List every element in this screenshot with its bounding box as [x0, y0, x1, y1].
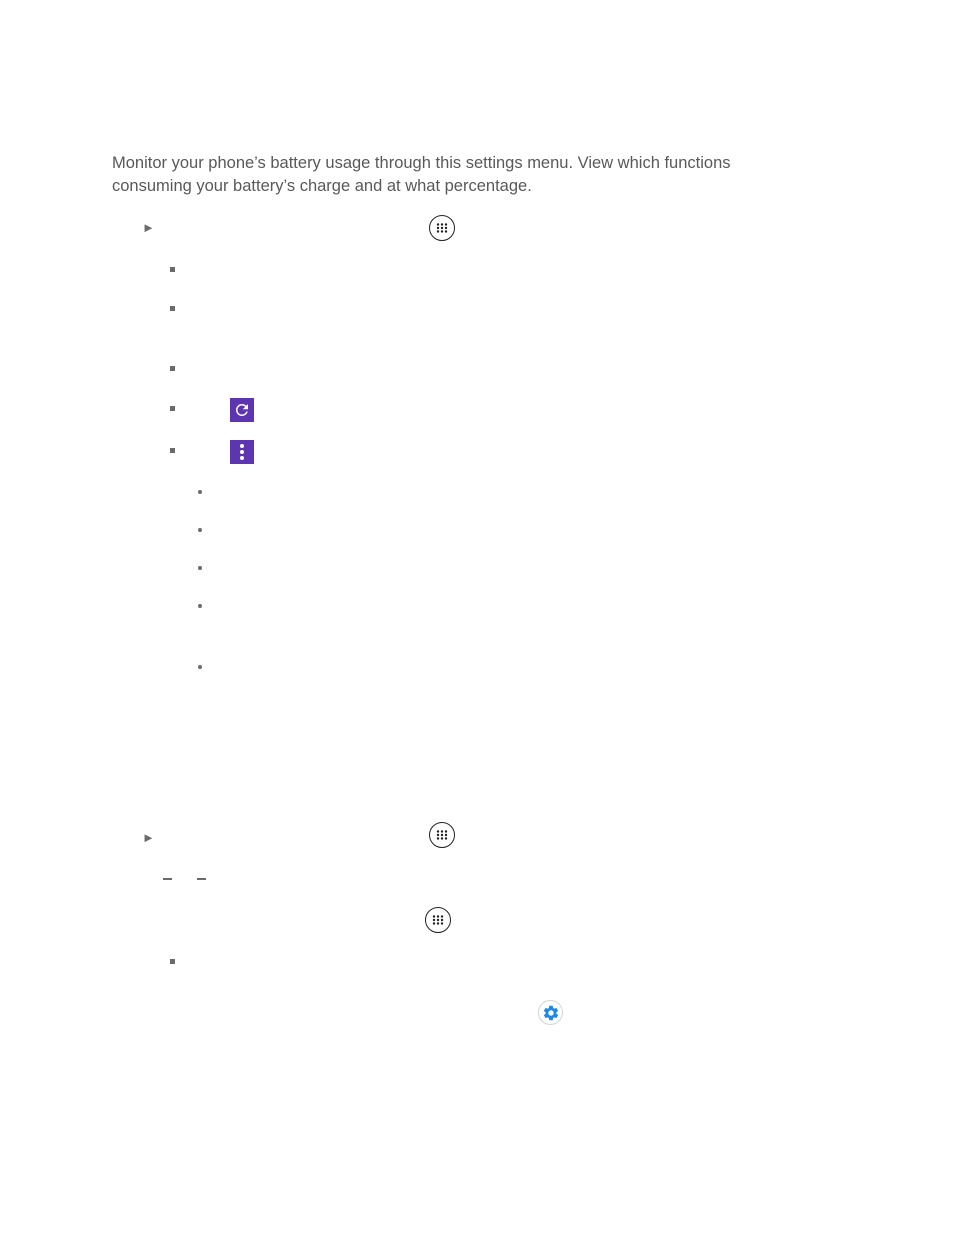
sub-list-bullet [198, 604, 202, 608]
refresh-icon [230, 398, 254, 422]
step-marker: ► [142, 830, 155, 845]
intro-paragraph [112, 152, 812, 198]
apps-grid-icon [429, 822, 455, 848]
list-bullet [170, 267, 175, 272]
gear-icon [538, 1000, 563, 1025]
list-bullet [170, 959, 175, 964]
sub-list-bullet [198, 665, 202, 669]
list-bullet [170, 406, 175, 411]
list-bullet [170, 448, 175, 453]
step-marker: ► [142, 220, 155, 235]
sub-list-bullet [198, 528, 202, 532]
dash-separator [163, 878, 172, 880]
dash-separator [197, 878, 206, 880]
list-bullet [170, 306, 175, 311]
sub-list-bullet [198, 490, 202, 494]
intro-line-2: consuming your battery’s charge and at what percentage. [112, 177, 532, 195]
apps-grid-icon [425, 907, 451, 933]
list-bullet [170, 366, 175, 371]
sub-list-bullet [198, 566, 202, 570]
more-options-icon [230, 440, 254, 464]
apps-grid-icon [429, 215, 455, 241]
intro-line-1: Monitor your phone’s battery usage through this settings menu. View which functions [112, 154, 731, 172]
